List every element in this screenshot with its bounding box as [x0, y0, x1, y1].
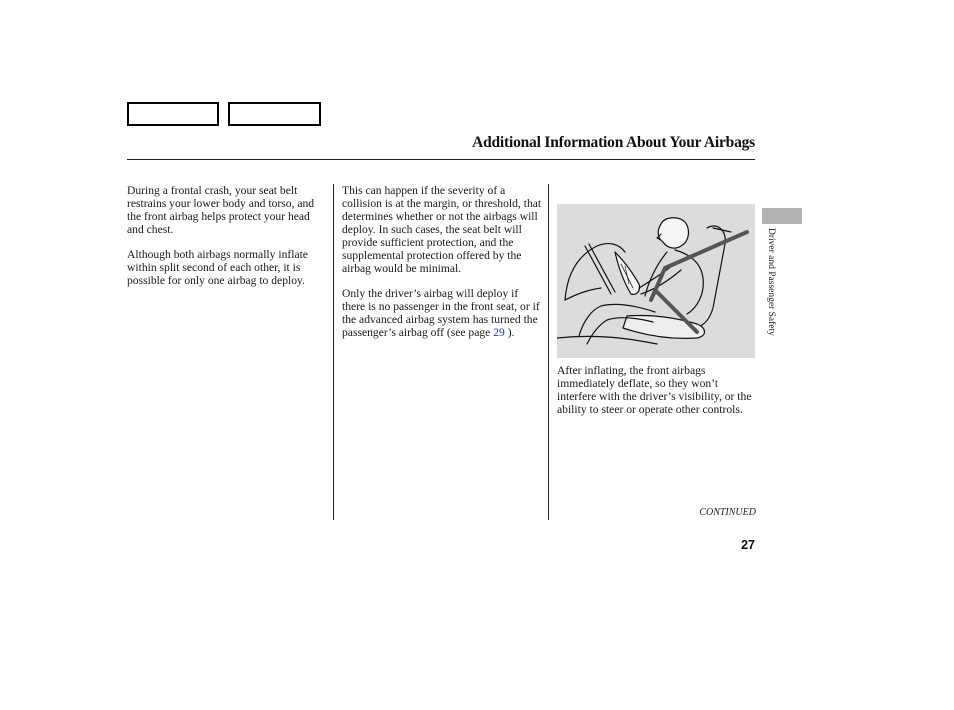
- paragraph-text: ).: [504, 326, 515, 339]
- paragraph: Although both airbags normally inflate within split second of each other, it is possible for only one airbag to deploy.: [127, 248, 308, 287]
- section-tab[interactable]: [762, 208, 802, 224]
- text-column-3: [557, 364, 757, 428]
- paragraph: [342, 287, 542, 339]
- column-divider: [333, 184, 334, 520]
- paragraph: During a frontal crash, your seat belt restrains your lower body and torso, and the front airbag helps protect your head and chest.: [127, 184, 315, 236]
- title-divider: [127, 159, 755, 160]
- paragraph: After inflating, the front airbags immediately deflate, so they won’t interfere with the driver’s visibility, or the ability to steer or operate other controls.: [557, 364, 752, 416]
- nav-home-button[interactable]: [127, 102, 219, 126]
- column-divider: [548, 184, 549, 520]
- page-title: Additional Information About Your Airbags: [472, 134, 755, 151]
- text-column-1: [127, 184, 327, 299]
- page-number: 27: [741, 538, 755, 552]
- nav-contents-button[interactable]: [228, 102, 321, 126]
- paragraph: This can happen if the severity of a collision is at the margin, or threshold, that determines whether or not the airbags will deploy. In such cases, the seat belt will provide sufficient protection, and the supplemental protection offered by the airbag would be minimal.: [342, 184, 542, 275]
- airbag-deflating-illustration: [557, 204, 755, 358]
- continued-label: CONTINUED: [699, 507, 756, 518]
- section-label: Driver and Passenger Safety: [766, 228, 776, 336]
- page-link[interactable]: 29: [493, 326, 505, 339]
- paragraph-text: Only the driver’s airbag will deploy if there is no passenger in the front seat, or if the advanced airbag system has turned the passenger’s airbag off (see page: [342, 287, 540, 339]
- driver-airbag-icon: [557, 204, 755, 358]
- text-column-2: [342, 184, 542, 351]
